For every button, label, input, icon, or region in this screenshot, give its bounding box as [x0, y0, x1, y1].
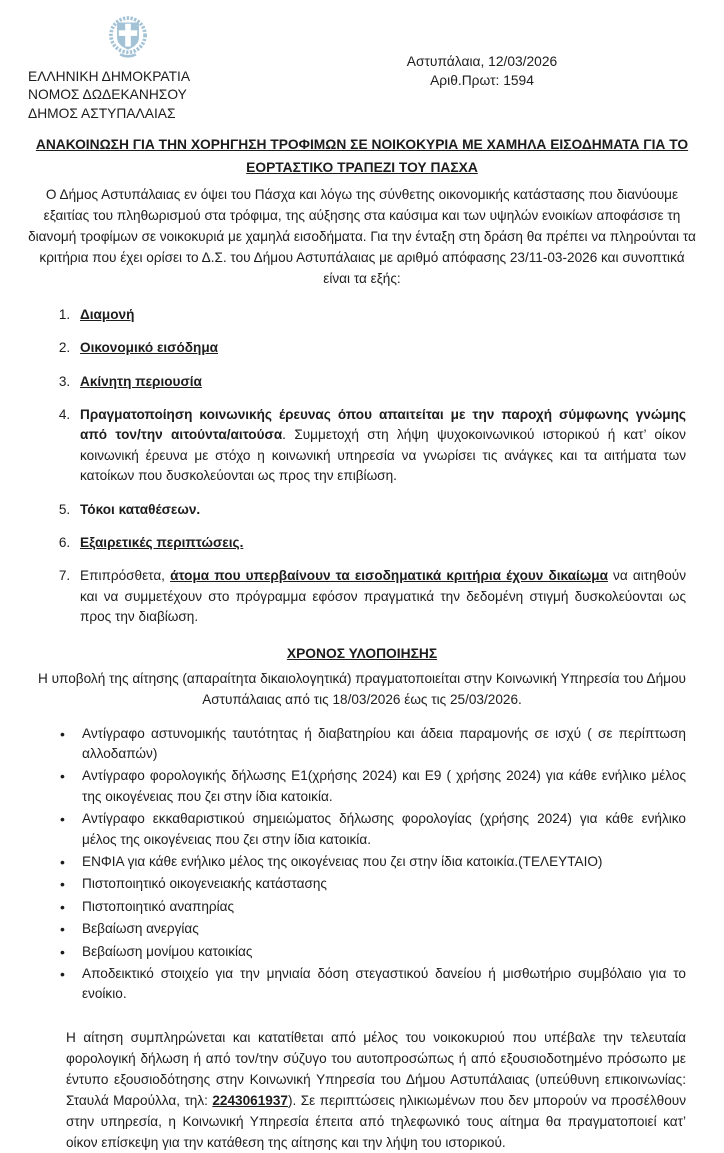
closing-paragraph	[66, 1027, 686, 1153]
criteria-item-label: Οικονομικό εισόδημα	[80, 340, 219, 356]
criteria-item-label: Εξαιρετικές περιπτώσεις.	[80, 534, 244, 550]
document-item-unemployment-cert: • Βεβαίωση ανεργίας	[74, 919, 686, 939]
closing-text-before-phone: Η αίτηση συμπληρώνεται και κατατίθεται από μέλος του νοικοκυριού που υπέβαλε την τελευταία φορολογική δήλωση ή από τον/την σύζυγο του αυτοπροσώπως ή από εξουσιοδοτημένο πρόσωπο με έντυπο εξουσιοδότησης στην Κοινωνική Υπηρεσία του Δήμου Αστυπάλαιας (υπεύθυνη επικοινωνίας: Σταυλά Μαρούλλα, τηλ:	[66, 1029, 686, 1108]
reference-block	[372, 52, 592, 91]
document-item-disability-cert: • Πιστοποιητικό αναπηρίας	[74, 897, 686, 917]
schedule-heading: ΧΡΟΝΟΣ ΥΛΟΠΟΙΗΣΗΣ	[286, 645, 438, 661]
criteria-item-property	[74, 372, 686, 392]
criteria-item-lead: Επιπρόσθετα,	[80, 568, 171, 584]
schedule-paragraph: Η υποβολή της αίτησης (απαραίτητα δικαιολογητικά) πραγματοποιείται στην Κοινωνική Υπηρεσία του Δήμου Αστυπάλαιας από τις 18/03/2026 έως τις 25/03/2026.	[38, 670, 686, 707]
sender-line-municipality: ΔΗΜΟΣ ΑΣΤΥΠΑΛΑΙΑΣ	[28, 105, 176, 121]
criteria-item-text: να αιτηθούν και να συμμετέχουν στο πρόγραμμα εφόσον πραγματικά την δεδομένη στιγμή δυσκολεύονται ως προς την διαβίωση.	[80, 568, 686, 625]
closing-text-after-phone: ). Σε περιπτώσεις ηλικιωμένων που δεν μπορούν να προσέλθουν στην υπηρεσία, η Κοινωνική Υπηρεσία έπειτα από τηλεφωνικό τους αίτημα θα πραγματοποιεί κατ’ οίκον επίσκεψη για την κατάθεση της αίτησης και την λήψη του ιστορικού.	[66, 1092, 686, 1151]
criteria-item-deposit-interest	[74, 500, 686, 520]
contact-phone-number: 2243061937	[212, 1092, 288, 1108]
document-item-enfia: • ΕΝΦΙΑ για κάθε ενήλικο μέλος της οικογένειας που ζει στην ίδια κατοικία.(ΤΕΛΕΥΤΑΙΟ)	[74, 852, 686, 872]
criteria-item-exceptional-cases	[74, 533, 686, 553]
document-item-family-status: • Πιστοποιητικό οικογενειακής κατάστασης	[74, 874, 686, 894]
document-item-residence-cert: • Βεβαίωση μονίμου κατοικίας	[74, 942, 686, 962]
document-header	[24, 12, 700, 121]
criteria-item-income	[74, 338, 686, 358]
sender-block	[28, 12, 228, 124]
protocol-number: Αριθ.Πρωτ: 1594	[430, 73, 534, 89]
criteria-item-residence	[74, 305, 686, 325]
criteria-item-exceeding-income	[74, 566, 686, 627]
documents-list	[48, 724, 686, 1005]
criteria-item-label: άτομα που υπερβαίνουν τα εισοδηματικά κριτήρια έχουν δικαίωμα	[170, 568, 608, 584]
document-item-tax-declaration: • Αντίγραφο φορολογικής δήλωσης Ε1(χρήσης 2024) και Ε9 ( χρήσης 2024) για κάθε ενήλικο μέλος της οικογένειας που ζει στην ίδια κατοικία.	[74, 766, 686, 807]
document-item-loan-or-rent-proof: • Αποδεικτικό στοιχείο για την μηνιαία δόση στεγαστικού δανείου ή μισθωτήριο συμβόλαιο για το ενοίκιο.	[74, 964, 686, 1005]
intro-paragraph: Ο Δήμος Αστυπάλαιας εν όψει του Πάσχα και λόγω της σύνθετης οικονομικής κατάστασης που διανύουμε εξαιτίας του πληθωρισμού στα τρόφιμα, της αύξησης στα καύσιμα και των υψηλών ενοικίων αποφάσισε τη διανομή τροφίμων σε νοικοκυριά με χαμηλά εισοδήματα. Για την ένταξη στη δράση θα πρέπει να πληρούνται τα κριτήρια που έχει ορίσει το Δ.Σ. του Δήμου Αστυπάλαιας με αριθμό απόφασης 23/11-03-2026 και συνοπτικά είναι τα εξής:	[28, 186, 696, 286]
criteria-item-text: . Συμμετοχή στη λήψη ψυχοκοινωνικού ιστορικού ή κατ’ οίκον κοινωνική έρευνα με στόχο η κοινωνική υπηρεσία να γνωρίσει τις ανάγκες και τα αιτήματα των κατοίκων που δυσκολεύονται ως προς την επιβίωση.	[80, 427, 686, 484]
sender-line-republic: ΕΛΛΗΝΙΚΗ ΔΗΜΟΚΡΑΤΙΑ	[28, 68, 191, 84]
greek-national-emblem-icon	[107, 48, 149, 63]
emblem-wrap	[28, 12, 228, 66]
document-title: ΑΝΑΚΟΙΝΩΣΗ ΓΙΑ ΤΗΝ ΧΟΡΗΓΗΣΗ ΤΡΟΦΙΜΩΝ ΣΕ ΝΟΙΚΟΚΥΡΙΑ ΜΕ ΧΑΜΗΛΑ ΕΙΣΟΔΗΜΑΤΑ ΓΙΑ ΤΟ ΕΟΡΤΑΣΤΙΚΟ ΤΡΑΠΕΖΙ ΤΟΥ ΠΑΣΧΑ	[35, 137, 689, 175]
document-item-id-copy: • Αντίγραφο αστυνομικής ταυτότητας ή διαβατηρίου και άδεια παραμονής σε ισχύ ( σε περίπτωση αλλοδαπών)	[74, 724, 686, 765]
criteria-item-label: Ακίνητη περιουσία	[80, 373, 202, 389]
document-item-tax-clearance: • Αντίγραφο εκκαθαριστικού σημειώματος δήλωσης φορολογίας (χρήσης 2024) για κάθε ενήλικο μέλος της οικογένειας που ζει στην ίδια κατοικία.	[74, 809, 686, 850]
sender-line-prefecture: ΝΟΜΟΣ ΔΩΔΕΚΑΝΗΣΟΥ	[28, 87, 187, 103]
place-date: Αστυπάλαια, 12/03/2026	[406, 54, 558, 69]
criteria-item-social-survey	[74, 405, 686, 487]
criteria-item-label: Πραγματοποίηση κοινωνικής έρευνας όπου απαιτείται με την παροχή σύμφωνης γνώμης από τον/την αιτούντα/αιτούσα	[80, 406, 686, 443]
criteria-list	[48, 305, 686, 628]
criteria-item-label: Τόκοι καταθέσεων.	[80, 501, 201, 517]
criteria-item-label: Διαμονή	[80, 306, 135, 322]
